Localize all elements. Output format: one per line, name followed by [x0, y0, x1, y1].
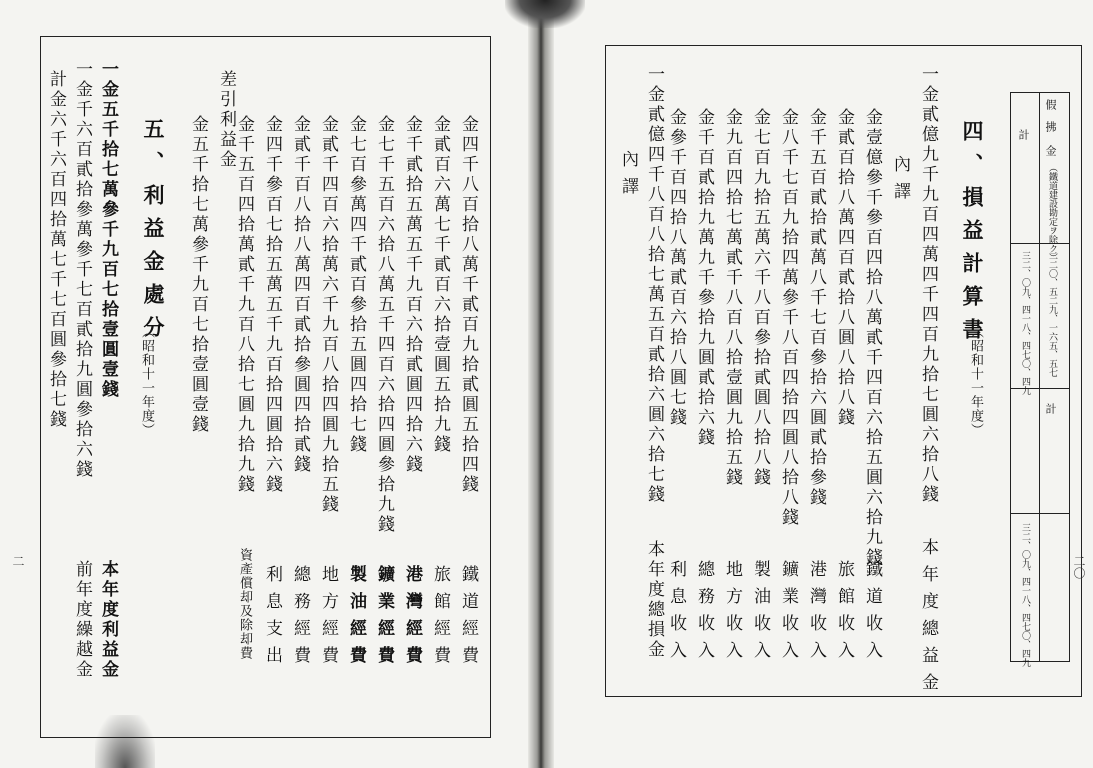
budget-table-divider [1039, 93, 1040, 661]
total-income-amount: 一金貳億九千九百四萬四千四百九拾七圓六拾八錢 [918, 65, 938, 505]
expense-amount-2: 金貳百六萬七千貳百六拾壹圓五拾九錢 [430, 115, 450, 455]
total-loss-amount: 一金貳億四千八百八拾七萬五百貳拾六圓六拾七錢 [644, 65, 664, 505]
income-amount-1: 金壹億參千參百四拾八萬貳千四百六拾五圓六拾九錢 [862, 108, 882, 568]
income-label-3: 港灣收入 [806, 560, 826, 668]
right-section-year: （昭和十一年度） [968, 325, 983, 437]
scan-shadow-top [505, 0, 585, 28]
income-amount-7: 金千百貳拾九萬九千參拾九圓貳拾六錢 [694, 108, 714, 448]
expense-label-5: 製油經費 [346, 565, 366, 673]
total-income-label: 本年度總益金 [918, 538, 938, 700]
budget-row2-value: 三二、〇九、四一八、四七〇、四九 [1020, 251, 1030, 395]
income-amount-4: 金八千七百九拾四萬參千八百四拾四圓八拾八錢 [778, 108, 798, 528]
expense-amount-8: 金四千參百七拾五萬五千九百拾四圓拾六錢 [262, 115, 282, 495]
right-page-number: 二〇 [1072, 555, 1086, 579]
budget-table-rule-1 [1011, 243, 1069, 244]
expense-label-8: 利息支出 [262, 565, 282, 673]
budget-row1-label-bot: 金 [1044, 145, 1057, 157]
total-loss-label: 本年度總損金 [644, 540, 664, 660]
income-label-1: 鐵道收入 [862, 560, 882, 668]
income-breakdown-label: 內譯 [890, 155, 910, 209]
loss-breakdown-label: 內譯 [618, 150, 638, 204]
left-page-number: 二 [11, 555, 25, 567]
budget-row1-label-top: 假 [1044, 99, 1057, 111]
expense-amount-9: 金千五百四拾萬貳千九百八拾七圓九拾九錢 [234, 115, 254, 495]
income-label-5: 製油收入 [750, 560, 770, 668]
expense-label-3: 港灣經費 [402, 565, 422, 673]
expense-label-9: 資產償却及除却費 [237, 548, 252, 660]
budget-row3-value: 三二、〇九、四一八、四七〇、四九 [1020, 523, 1030, 667]
expense-label-6: 地方經費 [318, 565, 338, 673]
income-amount-2: 金貳百拾八萬四百貳拾八圓八拾八錢 [834, 108, 854, 428]
section-title-profit-disposal: 五、利益金處分 [141, 118, 166, 349]
expense-amount-7: 金貳千百八拾八萬四百貳拾參圓四拾貳錢 [290, 115, 310, 475]
income-amount-8: 金參千百四拾八萬貳百六拾八圓七錢 [666, 108, 686, 428]
budget-row3-label: 計 [1044, 403, 1057, 415]
disposal-label-1: 本年度利益金 [98, 560, 118, 680]
expense-amount-6: 金貳千四百六拾萬六千九百八拾四圓九拾五錢 [318, 115, 338, 515]
section-title-profit-loss: 四、損益計算書 [960, 120, 985, 351]
income-amount-3: 金千五百貳拾貳萬八千七百參拾六圓貳拾參錢 [806, 108, 826, 508]
disposal-amount-1: 一金五千拾七萬參千九百七拾壹圓壹錢 [98, 60, 118, 400]
income-label-7: 總務收入 [694, 560, 714, 668]
income-label-2: 旅館收入 [834, 560, 854, 668]
income-label-8: 利息收入 [666, 560, 686, 668]
book-gutter [528, 0, 554, 768]
disposal-label-2: 前年度繰越金 [72, 560, 92, 680]
expense-amount-4: 金七千五百六拾八萬五千四百六拾四圓參拾九錢 [374, 115, 394, 535]
budget-table-rule-3 [1011, 513, 1069, 514]
income-amount-5: 金七百九拾五萬六千八百參拾貳圓八拾八錢 [750, 108, 770, 488]
expense-label-4: 鑛業經費 [374, 565, 394, 673]
disposal-total: 計金六千六百四拾萬七千七百圓參拾七錢 [46, 70, 66, 430]
budget-row1-value: 二二〇、五二九、一六五、五七 [1047, 251, 1057, 377]
income-label-4: 鑛業收入 [778, 560, 798, 668]
income-label-6: 地方收入 [722, 560, 742, 668]
expense-amount-1: 金四千八百拾八萬千貳百九拾貳圓五拾四錢 [458, 115, 478, 495]
budget-table [1010, 92, 1070, 667]
net-profit-heading: 差引利益金 [216, 70, 236, 170]
expense-label-7: 總務經費 [290, 565, 310, 673]
expense-label-1: 鐵道經費 [458, 565, 478, 673]
budget-row1-note: （鐵道建設勘定ヲ除ク） [1047, 163, 1057, 262]
section-title-year: （昭和十一年度） [139, 325, 154, 437]
budget-row1-label-mid: 拂 [1044, 121, 1057, 133]
expense-amount-5: 金七百參萬四千貳百參拾五圓四拾七錢 [346, 115, 366, 455]
budget-row2-label: 計 [1017, 129, 1030, 141]
net-profit-amount: 金五千拾七萬參千九百七拾壹圓壹錢 [188, 115, 208, 435]
expense-label-2: 旅館經費 [430, 565, 450, 673]
disposal-amount-2: 一金千六百貳拾參萬參千七百貳拾九圓參拾六錢 [72, 60, 92, 480]
expense-amount-3: 金千貳拾五萬五千九百六拾貳圓四拾六錢 [402, 115, 422, 475]
income-amount-6: 金九百四拾七萬貳千八百八拾壹圓九拾五錢 [722, 108, 742, 488]
